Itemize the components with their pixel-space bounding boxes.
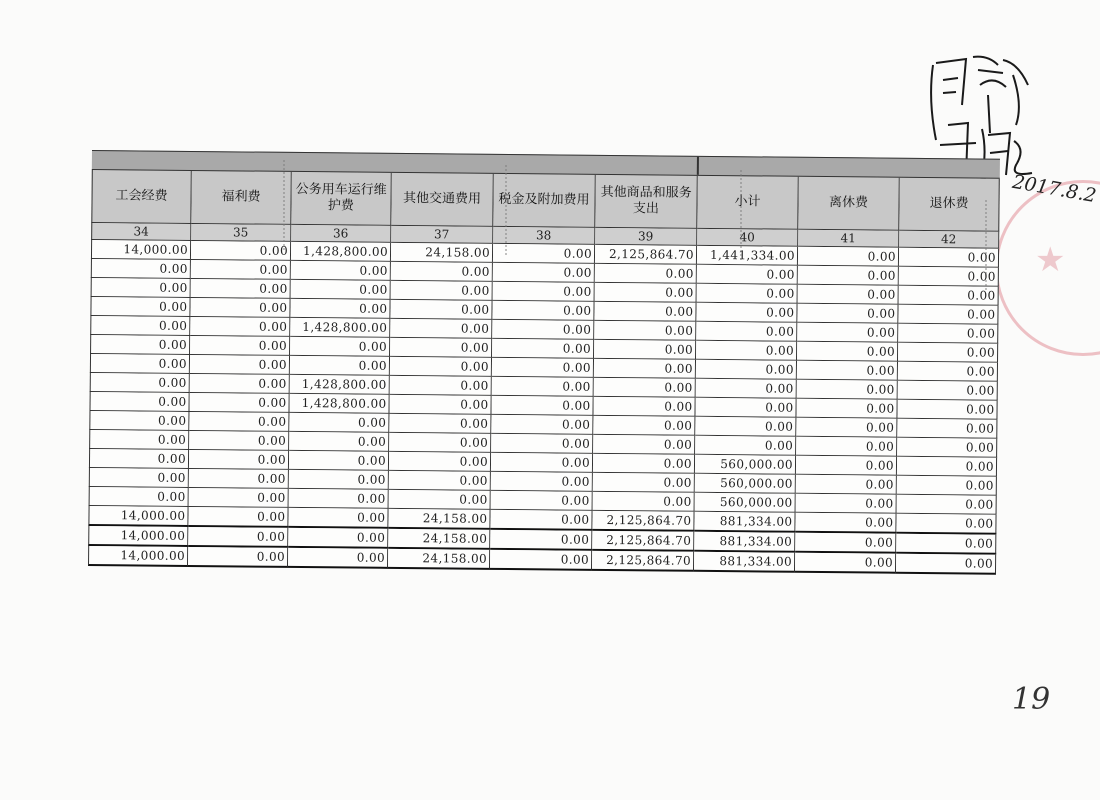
table-cell: 0.00 bbox=[594, 340, 696, 360]
table-cell: 1,428,800.00 bbox=[290, 375, 390, 395]
table-cell: 0.00 bbox=[490, 550, 592, 571]
table-cell: 0.00 bbox=[594, 378, 696, 398]
table-cell: 0.00 bbox=[390, 300, 492, 320]
table-cell: 0.00 bbox=[897, 438, 997, 458]
table-cell: 0.00 bbox=[897, 419, 997, 439]
table-cell: 0.00 bbox=[593, 435, 695, 455]
scan-artifact bbox=[505, 165, 531, 255]
table-cell: 0.00 bbox=[594, 302, 696, 322]
col-number: 34 bbox=[91, 223, 191, 241]
table-cell: 0.00 bbox=[89, 468, 189, 488]
table-cell: 0.00 bbox=[492, 377, 594, 397]
table-cell: 0.00 bbox=[389, 433, 491, 453]
table-cell: 560,000.00 bbox=[695, 455, 796, 475]
table-cell: 0.00 bbox=[291, 261, 391, 281]
table-cell: 0.00 bbox=[898, 381, 998, 401]
col-number: 36 bbox=[291, 225, 391, 243]
col-header: 离休费 bbox=[798, 177, 900, 231]
table-cell: 0.00 bbox=[897, 476, 997, 496]
table-cell: 0.00 bbox=[898, 362, 998, 382]
table-cell: 24,158.00 bbox=[388, 509, 490, 530]
table-cell: 14,000.00 bbox=[91, 240, 191, 260]
table-cell: 24,158.00 bbox=[388, 549, 490, 570]
col-header: 福利费 bbox=[191, 171, 292, 225]
table-cell: 0.00 bbox=[491, 415, 593, 435]
table-cell: 0.00 bbox=[695, 417, 796, 437]
table-cell: 2,125,864.70 bbox=[592, 551, 694, 572]
table-cell: 0.00 bbox=[390, 319, 492, 339]
table-cell: 0.00 bbox=[89, 411, 189, 431]
table-cell: 0.00 bbox=[492, 320, 594, 340]
table-cell: 0.00 bbox=[593, 492, 695, 512]
table-cell: 0.00 bbox=[90, 297, 190, 317]
table-cell: 0.00 bbox=[189, 469, 289, 489]
table-cell: 0.00 bbox=[490, 530, 592, 551]
table-cell: 0.00 bbox=[289, 470, 389, 490]
table-cell: 0.00 bbox=[189, 488, 289, 508]
col-number: 39 bbox=[595, 228, 697, 246]
table-cell: 0.00 bbox=[391, 262, 493, 282]
table-cell: 0.00 bbox=[290, 337, 390, 357]
table-cell: 1,428,800.00 bbox=[290, 318, 390, 338]
table-cell: 0.00 bbox=[796, 475, 897, 495]
table-cell: 0.00 bbox=[796, 437, 897, 457]
table-cell: 0.00 bbox=[795, 553, 896, 574]
table-cell: 0.00 bbox=[593, 454, 695, 474]
col-number: 37 bbox=[391, 226, 493, 244]
table-cell: 0.00 bbox=[189, 412, 289, 432]
col-header: 公务用车运行维护费 bbox=[291, 172, 392, 226]
table-cell: 0.00 bbox=[490, 510, 592, 531]
table-cell: 0.00 bbox=[898, 324, 998, 344]
table-cell: 0.00 bbox=[899, 267, 999, 287]
table-cell: 0.00 bbox=[288, 508, 388, 529]
table-cell: 0.00 bbox=[493, 263, 595, 283]
col-header: 其他商品和服务支出 bbox=[595, 175, 698, 229]
table-cell: 0.00 bbox=[896, 534, 996, 555]
col-header: 小计 bbox=[697, 176, 799, 230]
table-cell: 0.00 bbox=[898, 343, 998, 363]
table-cell: 2,125,864.70 bbox=[592, 531, 694, 552]
table-cell: 0.00 bbox=[695, 398, 796, 418]
table-cell: 2,125,864.70 bbox=[592, 511, 694, 532]
table-cell: 0.00 bbox=[797, 342, 898, 362]
scan-artifact bbox=[283, 160, 309, 250]
table-cell: 0.00 bbox=[797, 380, 898, 400]
table-cell: 0.00 bbox=[389, 395, 491, 415]
table-cell: 0.00 bbox=[796, 418, 897, 438]
table-cell: 0.00 bbox=[188, 547, 288, 568]
table-cell: 0.00 bbox=[289, 432, 389, 452]
table-cell: 0.00 bbox=[89, 487, 189, 507]
table-cell: 0.00 bbox=[795, 533, 896, 554]
table-cell: 0.00 bbox=[291, 280, 391, 300]
table-cell: 0.00 bbox=[89, 392, 189, 412]
table-cell: 0.00 bbox=[595, 283, 697, 303]
table-cell: 0.00 bbox=[697, 284, 798, 304]
col-number: 40 bbox=[697, 229, 798, 247]
table-cell: 0.00 bbox=[796, 399, 897, 419]
scan-artifact bbox=[985, 200, 1011, 290]
table-cell: 0.00 bbox=[594, 359, 696, 379]
table-cell: 0.00 bbox=[492, 301, 594, 321]
table-cell: 0.00 bbox=[91, 278, 191, 298]
table-cell: 0.00 bbox=[796, 456, 897, 476]
table-cell: 0.00 bbox=[493, 244, 595, 264]
table-cell: 0.00 bbox=[389, 471, 491, 491]
col-number: 35 bbox=[191, 224, 291, 242]
table-cell: 0.00 bbox=[189, 431, 289, 451]
table-cell: 1,428,800.00 bbox=[291, 242, 391, 262]
table-cell: 0.00 bbox=[491, 434, 593, 454]
table-cell: 0.00 bbox=[492, 339, 594, 359]
table-cell: 0.00 bbox=[697, 265, 798, 285]
table-cell: 24,158.00 bbox=[391, 243, 493, 263]
table-cell: 560,000.00 bbox=[695, 493, 796, 513]
table-cell: 0.00 bbox=[290, 299, 390, 319]
table-cell: 0.00 bbox=[593, 397, 695, 417]
table-cell: 0.00 bbox=[897, 400, 997, 420]
col-header: 其他交通费用 bbox=[391, 173, 494, 227]
table-cell: 0.00 bbox=[390, 338, 492, 358]
table-cell: 0.00 bbox=[696, 379, 797, 399]
table-cell: 0.00 bbox=[492, 358, 594, 378]
table-cell: 0.00 bbox=[288, 528, 388, 549]
col-number: 42 bbox=[899, 231, 999, 249]
table-cell: 0.00 bbox=[491, 472, 593, 492]
table-cell: 0.00 bbox=[190, 336, 290, 356]
table-cell: 14,000.00 bbox=[88, 526, 188, 547]
table-cell: 0.00 bbox=[189, 450, 289, 470]
table-cell: 0.00 bbox=[696, 360, 797, 380]
table-cell: 24,158.00 bbox=[388, 529, 490, 550]
table-cell: 0.00 bbox=[390, 376, 492, 396]
table-cell: 0.00 bbox=[189, 393, 289, 413]
table-cell: 0.00 bbox=[797, 304, 898, 324]
table-cell: 0.00 bbox=[695, 436, 796, 456]
table-cell: 0.00 bbox=[795, 513, 896, 534]
col-header: 工会经费 bbox=[91, 170, 192, 224]
table-cell: 0.00 bbox=[899, 248, 999, 268]
table-cell: 0.00 bbox=[190, 317, 290, 337]
table-cell: 0.00 bbox=[595, 264, 697, 284]
table-body bbox=[88, 240, 999, 575]
table-cell: 0.00 bbox=[90, 335, 190, 355]
table-cell: 0.00 bbox=[389, 414, 491, 434]
table-cell: 0.00 bbox=[798, 285, 899, 305]
table-cell: 0.00 bbox=[593, 416, 695, 436]
table-cell: 0.00 bbox=[491, 453, 593, 473]
table-cell: 881,334.00 bbox=[694, 532, 795, 553]
table-cell: 0.00 bbox=[696, 303, 797, 323]
table-cell: 0.00 bbox=[89, 449, 189, 469]
table-cell: 0.00 bbox=[389, 490, 491, 510]
table-cell: 0.00 bbox=[898, 305, 998, 325]
table-cell: 881,334.00 bbox=[694, 512, 795, 533]
table-cell: 0.00 bbox=[896, 514, 996, 535]
table-cell: 14,000.00 bbox=[88, 546, 188, 567]
handwritten-page-number: 19 bbox=[1012, 682, 1051, 717]
table-cell: 0.00 bbox=[191, 260, 291, 280]
table-cell: 0.00 bbox=[289, 489, 389, 509]
table-cell: 0.00 bbox=[90, 373, 190, 393]
table-cell: 0.00 bbox=[191, 241, 291, 261]
table-cell: 0.00 bbox=[390, 357, 492, 377]
table-cell: 0.00 bbox=[491, 396, 593, 416]
table-cell: 0.00 bbox=[696, 322, 797, 342]
scan-artifact bbox=[740, 170, 766, 260]
table-cell: 881,334.00 bbox=[694, 552, 795, 573]
table-cell: 0.00 bbox=[493, 282, 595, 302]
table-cell: 0.00 bbox=[90, 316, 190, 336]
expense-table bbox=[88, 150, 1000, 575]
table-cell: 0.00 bbox=[290, 356, 390, 376]
table-cell: 0.00 bbox=[593, 473, 695, 493]
table-cell: 2,125,864.70 bbox=[595, 245, 697, 265]
handwritten-date: 2017.8.2 bbox=[1010, 170, 1098, 208]
table-cell: 0.00 bbox=[389, 452, 491, 472]
col-number: 41 bbox=[798, 230, 899, 248]
table-cell: 0.00 bbox=[190, 298, 290, 318]
table-cell: 0.00 bbox=[796, 494, 897, 514]
table-cell: 0.00 bbox=[798, 247, 899, 267]
table-cell: 0.00 bbox=[391, 281, 493, 301]
table-cell: 0.00 bbox=[798, 266, 899, 286]
table-cell: 0.00 bbox=[288, 548, 388, 569]
table-cell: 0.00 bbox=[897, 495, 997, 515]
col-header: 退休费 bbox=[899, 178, 1000, 232]
table-cell: 0.00 bbox=[89, 430, 189, 450]
table-cell: 0.00 bbox=[190, 374, 290, 394]
table-cell: 0.00 bbox=[594, 321, 696, 341]
table-cell: 0.00 bbox=[188, 527, 288, 548]
table-cell: 0.00 bbox=[797, 323, 898, 343]
table-cell: 0.00 bbox=[191, 279, 291, 299]
table-cell: 0.00 bbox=[896, 554, 996, 575]
table-cell: 0.00 bbox=[797, 361, 898, 381]
table-cell: 0.00 bbox=[491, 491, 593, 511]
table-cell: 1,441,334.00 bbox=[697, 246, 798, 266]
header-row bbox=[91, 170, 999, 232]
table-cell: 0.00 bbox=[289, 451, 389, 471]
table-cell: 0.00 bbox=[190, 355, 290, 375]
table-cell: 0.00 bbox=[188, 507, 288, 528]
table-cell: 0.00 bbox=[91, 259, 191, 279]
table-cell: 0.00 bbox=[897, 457, 997, 477]
col-number: 38 bbox=[493, 227, 595, 245]
table-cell: 14,000.00 bbox=[88, 506, 188, 527]
table-cell: 560,000.00 bbox=[695, 474, 796, 494]
col-header: 税金及附加费用 bbox=[493, 174, 596, 228]
table-cell: 0.00 bbox=[696, 341, 797, 361]
seal-mark: ★ bbox=[1035, 240, 1066, 280]
table-cell: 1,428,800.00 bbox=[289, 394, 389, 414]
table-cell: 0.00 bbox=[90, 354, 190, 374]
table-cell: 0.00 bbox=[289, 413, 389, 433]
table-cell: 0.00 bbox=[899, 286, 999, 306]
